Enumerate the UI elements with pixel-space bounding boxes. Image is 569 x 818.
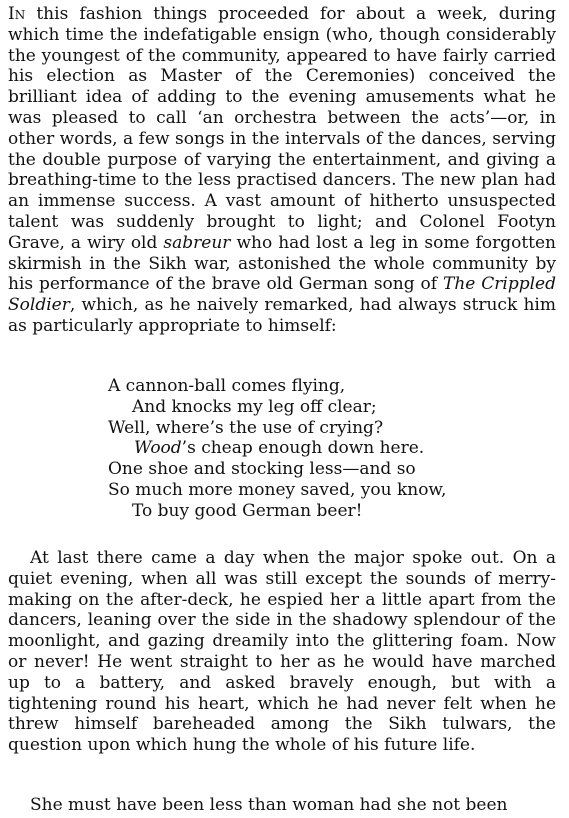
verse-line [108,438,528,459]
italic-term: sabreur [163,232,231,253]
verse-italic-word: Wood [134,438,182,459]
paragraph-text: this fashion things proceeded for about a week, during which time the indefatigable ensign (who, though considerably the youngest of the community, appeared to have fairly carried his election as Master of the Ceremonies) conceived the brilliant idea of adding to the evening amusements what he was pleased to call ‘an orchestra between the acts’—or, in other words, a few songs in the intervals of the dances, serving the double purpose of varying the entertainment, and giving a breathing-time to the less practised dancers. The new plan had an immense success. A vast amount of hitherto unsuspected talent was suddenly brought to light; and Colonel Footyn Grave, a wiry old [8,4,556,253]
song-verse [108,376,528,522]
opening-word: In [8,4,26,24]
paragraph-text: , which, as he naively remarked, had always struck him as particularly appropriate to himself: [8,295,556,336]
paragraph-opening [8,4,556,337]
verse-line: So much more money saved, you know, [108,479,447,500]
verse-line: A cannon-ball comes flying, [108,376,346,396]
song-title: The Crippled Soldier [8,274,556,316]
paragraph-text: who had lost a leg in some forgotten skirmish in the Sikh war, astonished the whole community by his performance of the brave old German song of [8,232,556,295]
verse-line-rest: ’s cheap enough down here. [181,438,425,459]
verse-line: Well, where’s the use of crying? [108,417,384,438]
paragraph-continuation: She must have been less than woman had she not been [30,795,508,815]
verse-line: To buy good German beer! [132,500,363,521]
verse-line: And knocks my leg off clear; [132,396,377,417]
paragraph-proposal: At last there came a day when the major spoke out. On a quiet evening, when all was still except the sounds of merry-making on the after-deck, he espied her a little apart from the dancers, leaning over the side in the shadowy splendour of the moonlight, and gazing dreamily into the glittering foam. Now or never! He went straight to her as he would have marched up to a battery, and asked bravely enough, but with a tightening round his heart, which he had never felt when he threw himself bareheaded among the Sikh tulwars, the question upon which hung the whole of his future life. [8,548,556,756]
verse-line: One shoe and stocking less—and so [108,459,416,480]
